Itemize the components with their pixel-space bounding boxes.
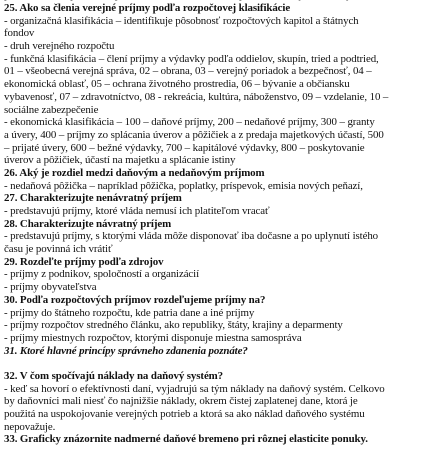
q28-heading: 28. Charakterizujte návratný príjem	[4, 217, 172, 230]
q25-line-7: vybavenosť, 07 – zdravotníctvo, 08 - rekreácia, kultúra, náboženstvo, 09 – vzdelanie, 10 –	[4, 90, 389, 103]
q28-line-1: - predstavujú príjmy, s ktorými vláda môže disponovať iba dočasne a po uplynutí istého	[4, 230, 379, 243]
q25-heading: 25. Ako sa členia verejné príjmy podľa rozpočtovej klasifikácie	[4, 2, 291, 14]
q33-heading: 33. Graficky znázornite nadmerné daňové bremeno pri rôznej elasticite ponuky.	[4, 433, 368, 446]
q31-heading: 31. Ktoré hlavné princípy správneho zdanenia poznáte?	[4, 344, 248, 357]
q27-heading: 27. Charakterizujte nenávratný príjem	[4, 192, 182, 205]
q25-line-12: úverov a pôžičiek, účastí na majetku a splácanie istiny	[4, 154, 236, 167]
q25-line-3: - druh verejného rozpočtu	[4, 40, 115, 53]
q30-line-2: - príjmy rozpočtov stredného článku, ako republiky, štáty, krajiny a deparmenty	[4, 319, 343, 332]
q28-line-2: času je povinná ich vrátiť	[4, 243, 113, 256]
top-cut-line	[4, 0, 430, 2]
q26-heading: 26. Aký je rozdiel medzi daňovým a nedaňovým príjmom	[4, 166, 265, 179]
q32-heading: 32. V čom spočívajú náklady na daňový systém?	[4, 369, 223, 382]
q30-line-3: - príjmy miestnych rozpočtov, ktorými disponuje miestna samospráva	[4, 331, 302, 344]
q25-line-5: 01 – všeobecná verejná správa, 02 – obrana, 03 – verejný poriadok a bezpečnosť, 04 –	[4, 65, 372, 78]
q25-line-4: - funkčná klasifikácia – člení príjmy a výdavky podľa oddielov, skupín, tried a podtried,	[4, 52, 379, 65]
q32-line-3: použitá na uspokojovanie verejných potrieb a ktorá sa ako náklad daňového systému	[4, 408, 365, 420]
q25-line-11: – prijaté úvery, 600 – bežné výdavky, 700 – kapitálové výdavky, 800 – poskytovanie	[4, 141, 365, 154]
q32-line-4: nepovažuje.	[4, 420, 56, 433]
q25-line-9: - ekonomická klasifikácia – 100 – daňové príjmy, 200 – nedaňové príjmy, 300 – granty	[4, 116, 375, 129]
q30-line-1: - príjmy do štátneho rozpočtu, kde patria dane a iné príjmy	[4, 306, 255, 319]
q32-line-2: by daňovníci mali niesť čo najnižšie náklady, okrem čistej zaplatenej dane, ktorá je	[4, 395, 358, 408]
top-cut-text	[4, 0, 403, 2]
q25-line-10: a úvery, 400 – príjmy zo splácania úverov a pôžičiek a z predaja majetkových účastí, 500	[4, 128, 384, 141]
q27-line-1: - predstavujú príjmy, ktoré vláda nemusí ich platiteľom vracať	[4, 205, 270, 217]
blank-line	[4, 357, 430, 370]
q25-line-6: ekonomická oblasť, 05 – ochrana životného prostredia, 06 – bývanie a občiansku	[4, 78, 350, 91]
q25-line-8: sociálne zabezpečenie	[4, 103, 99, 116]
q29-line-2: - príjmy obyvateľstva	[4, 281, 97, 294]
q32-line-1: - keď sa hovorí o efektívnosti daní, vyjadrujú sa tým náklady na daňový systém. Celkovo	[4, 382, 385, 395]
q29-line-1: - príjmy z podnikov, spoločností a organizácií	[4, 268, 200, 281]
q25-line-2: fondov	[4, 27, 35, 40]
q30-heading: 30. Podľa rozpočtových príjmov rozdeľujeme príjmy na?	[4, 293, 266, 306]
q26-line-1: - nedaňová pôžička – napríklad pôžička, poplatky, príspevok, emisia nových peňazí,	[4, 179, 363, 192]
q25-line-1: - organizačná klasifikácia – identifikuje pôsobnosť rozpočtových kapitol a štátnych	[4, 14, 359, 27]
q29-heading: 29. Rozdeľte príjmy podľa zdrojov	[4, 255, 164, 268]
document-page	[4, 0, 430, 446]
